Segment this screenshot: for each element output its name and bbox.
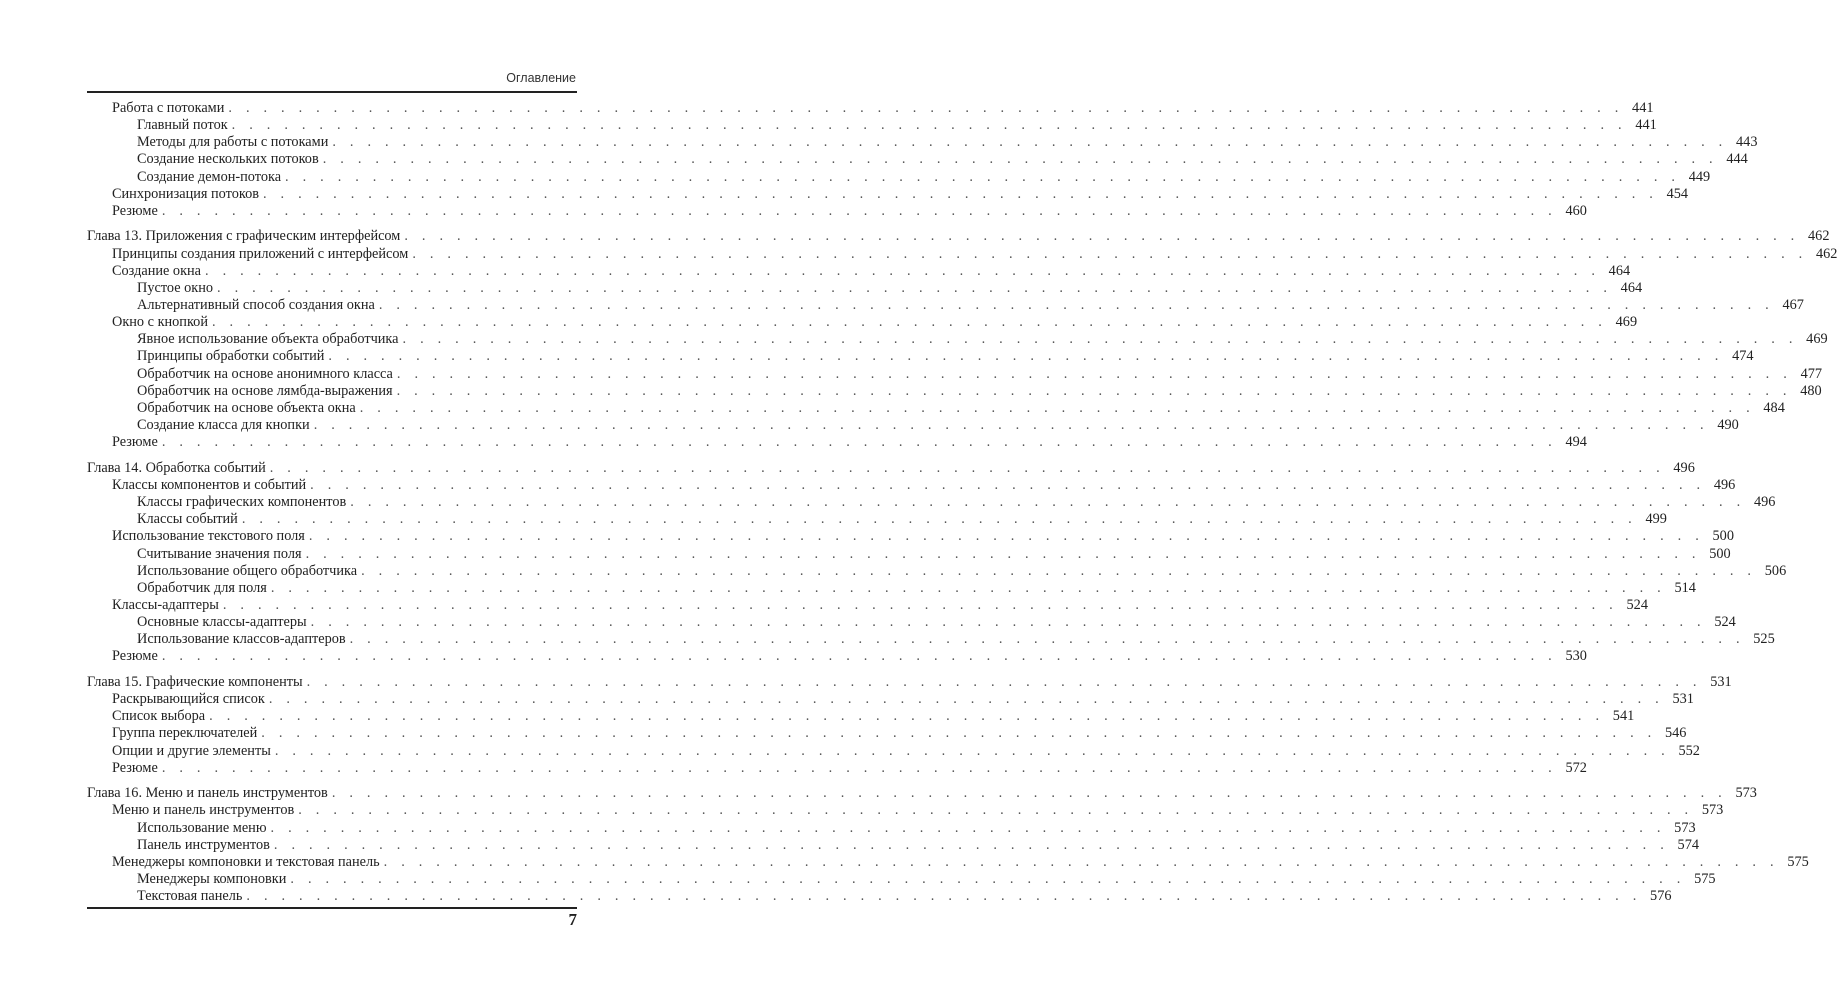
toc-entry[interactable] <box>87 871 1716 888</box>
entry-page: 484 <box>1763 399 1785 416</box>
dot-leader: . . . . . . . . . . . . . . . . . . . . . . . . . . . . . . . . . . . . . . . . . . . . . . . . . . . . . . . . . . . . . . . . . . . . . . . . . . . . . . . . <box>313 417 1709 434</box>
toc-entry[interactable] <box>87 562 1787 580</box>
entry-title: Резюме <box>112 202 158 219</box>
entry-page: 575 <box>1694 871 1716 888</box>
toc-entry[interactable] <box>87 691 1694 708</box>
entry-page: 441 <box>1635 117 1657 134</box>
entry-title: Работа с потоками <box>112 100 225 116</box>
toc-entry[interactable] <box>87 202 1587 220</box>
entry-page: 462 <box>1808 228 1830 245</box>
dot-leader: . . . . . . . . . . . . . . . . . . . . . . . . . . . . . . . . . . . . . . . . . . . . . . . . . . . . . . . . . . . . . . . . . . . . . . . . . . . . . . . . <box>217 279 1613 296</box>
entry-page: 496 <box>1753 494 1776 511</box>
toc-entry[interactable] <box>87 836 1699 854</box>
dot-leader: . . . . . . . . . . . . . . . . . . . . . . . . . . . . . . . . . . . . . . . . . . . . . . . . . . . . . . . . . . . . . . . . . . . . . . . . . . . . . . . . <box>270 579 1666 596</box>
toc-entry[interactable] <box>87 382 1822 400</box>
dot-leader: . . . . . . . . . . . . . . . . . . . . . . . . . . . . . . . . . . . . . . . . . . . . . . . . . . . . . . . . . . . . . . . . . . . . . . . . . . . . . . . . <box>361 562 1757 579</box>
entry-page: 444 <box>1726 151 1748 168</box>
entry-page: 576 <box>1650 888 1672 905</box>
entry-title: Явное использование объекта обработчика <box>137 331 399 348</box>
entry-title: Главный поток <box>137 117 228 134</box>
dot-leader: . . . . . . . . . . . . . . . . . . . . . . . . . . . . . . . . . . . . . . . . . . . . . . . . . . . . . . . . . . . . . . . . . . . . . . . . . . . . . . . . <box>383 853 1779 870</box>
toc-entry[interactable] <box>87 399 1785 417</box>
toc-entry[interactable] <box>87 648 1587 665</box>
toc-group <box>87 228 1837 451</box>
dot-leader: . . . . . . . . . . . . . . . . . . . . . . . . . . . . . . . . . . . . . . . . . . . . . . . . . . . . . . . . . . . . . . . . . . . . . . . . . . . . . . . . <box>222 596 1618 613</box>
entry-title: Резюме <box>112 434 158 451</box>
dot-leader: . . . . . . . . . . . . . . . . . . . . . . . . . . . . . . . . . . . . . . . . . . . . . . . . . . . . . . . . . . . . . . . . . . . . . . . . . . . . . . . . <box>402 331 1798 348</box>
entry-page: 441 <box>1632 100 1654 116</box>
dot-leader: . . . . . . . . . . . . . . . . . . . . . . . . . . . . . . . . . . . . . . . . . . . . . . . . . . . . . . . . . . . . . . . . . . . . . . . . . . . . . . . . <box>161 434 1557 451</box>
entry-page: 480 <box>1800 382 1822 399</box>
toc-entry[interactable] <box>87 631 1775 648</box>
dot-leader: . . . . . . . . . . . . . . . . . . . . . . . . . . . . . . . . . . . . . . . . . . . . . . . . . . . . . . . . . . . . . . . . . . . . . . . . . . . . . . . . <box>378 297 1774 314</box>
dot-leader: . . . . . . . . . . . . . . . . . . . . . . . . . . . . . . . . . . . . . . . . . . . . . . . . . . . . . . . . . . . . . . . . . . . . . . . . . . . . . . . . <box>396 382 1792 399</box>
entry-title: Методы для работы с потоками <box>137 134 329 151</box>
entry-title: Принципы создания приложений с интерфейсом <box>112 245 409 262</box>
toc-entry[interactable] <box>87 614 1736 631</box>
toc-entry[interactable] <box>87 579 1696 597</box>
dot-leader: . . . . . . . . . . . . . . . . . . . . . . . . . . . . . . . . . . . . . . . . . . . . . . . . . . . . . . . . . . . . . . . . . . . . . . . . . . . . . . . . <box>306 674 1702 690</box>
dot-leader: . . . . . . . . . . . . . . . . . . . . . . . . . . . . . . . . . . . . . . . . . . . . . . . . . . . . . . . . . . . . . . . . . . . . . . . . . . . . . . . . <box>231 117 1627 134</box>
toc-entry[interactable] <box>87 262 1631 280</box>
dot-leader: . . . . . . . . . . . . . . . . . . . . . . . . . . . . . . . . . . . . . . . . . . . . . . . . . . . . . . . . . . . . . . . . . . . . . . . . . . . . . . . . <box>209 708 1605 725</box>
entry-title: Создание окна <box>112 262 202 279</box>
toc-chapter-entry[interactable] <box>87 228 1830 245</box>
entry-page: 460 <box>1565 202 1587 219</box>
entry-page: 541 <box>1612 708 1635 725</box>
toc-entry[interactable] <box>87 819 1696 837</box>
dot-leader: . . . . . . . . . . . . . . . . . . . . . . . . . . . . . . . . . . . . . . . . . . . . . . . . . . . . . . . . . . . . . . . . . . . . . . . . . . . . . . . . <box>332 134 1728 151</box>
toc-entry[interactable] <box>87 331 1828 348</box>
toc-entry[interactable] <box>87 417 1739 434</box>
entry-title: Раскрывающийся список <box>112 691 265 708</box>
dot-leader: . . . . . . . . . . . . . . . . . . . . . . . . . . . . . . . . . . . . . . . . . . . . . . . . . . . . . . . . . . . . . . . . . . . . . . . . . . . . . . . . <box>205 262 1601 279</box>
dot-leader: . . . . . . . . . . . . . . . . . . . . . . . . . . . . . . . . . . . . . . . . . . . . . . . . . . . . . . . . . . . . . . . . . . . . . . . . . . . . . . . . <box>268 691 1664 708</box>
entry-page: 477 <box>1800 365 1823 382</box>
dot-leader: . . . . . . . . . . . . . . . . . . . . . . . . . . . . . . . . . . . . . . . . . . . . . . . . . . . . . . . . . . . . . . . . . . . . . . . . . . . . . . . . <box>310 476 1706 493</box>
toc-chapter-entry[interactable] <box>87 459 1695 477</box>
dot-leader: . . . . . . . . . . . . . . . . . . . . . . . . . . . . . . . . . . . . . . . . . . . . . . . . . . . . . . . . . . . . . . . . . . . . . . . . . . . . . . . . <box>269 459 1665 476</box>
toc-entry[interactable] <box>87 802 1724 819</box>
entry-page: 467 <box>1782 297 1804 314</box>
dot-leader: . . . . . . . . . . . . . . . . . . . . . . . . . . . . . . . . . . . . . . . . . . . . . . . . . . . . . . . . . . . . . . . . . . . . . . . . . . . . . . . . <box>211 314 1608 331</box>
entry-page: 464 <box>1620 279 1643 296</box>
entry-page: 546 <box>1664 725 1687 742</box>
toc-entry[interactable] <box>87 888 1672 905</box>
entry-title: Список выбора <box>112 708 206 725</box>
dot-leader: . . . . . . . . . . . . . . . . . . . . . . . . . . . . . . . . . . . . . . . . . . . . . . . . . . . . . . . . . . . . . . . . . . . . . . . . . . . . . . . . <box>331 785 1727 802</box>
entry-title: Считывание значения поля <box>137 545 302 562</box>
toc-entry[interactable] <box>87 117 1657 134</box>
dot-leader: . . . . . . . . . . . . . . . . . . . . . . . . . . . . . . . . . . . . . . . . . . . . . . . . . . . . . . . . . . . . . . . . . . . . . . . . . . . . . . . . <box>161 202 1557 219</box>
toc-entry[interactable] <box>87 348 1754 365</box>
entry-title: Использование классов-адаптеров <box>137 631 346 648</box>
table-of-contents <box>87 100 1837 914</box>
dot-leader: . . . . . . . . . . . . . . . . . . . . . . . . . . . . . . . . . . . . . . . . . . . . . . . . . . . . . . . . . . . . . . . . . . . . . . . . . . . . . . . . <box>261 725 1657 742</box>
toc-entry[interactable] <box>87 511 1667 528</box>
toc-chapter-entry[interactable] <box>87 674 1732 691</box>
dot-leader: . . . . . . . . . . . . . . . . . . . . . . . . . . . . . . . . . . . . . . . . . . . . . . . . . . . . . . . . . . . . . . . . . . . . . . . . . . . . . . . . <box>270 819 1666 836</box>
toc-entry[interactable] <box>87 596 1648 614</box>
entry-title: Использование общего обработчика <box>137 562 358 579</box>
dot-leader: . . . . . . . . . . . . . . . . . . . . . . . . . . . . . . . . . . . . . . . . . . . . . . . . . . . . . . . . . . . . . . . . . . . . . . . . . . . . . . . . <box>273 836 1669 853</box>
entry-page: 572 <box>1565 759 1587 776</box>
dot-leader: . . . . . . . . . . . . . . . . . . . . . . . . . . . . . . . . . . . . . . . . . . . . . . . . . . . . . . . . . . . . . . . . . . . . . . . . . . . . . . . . <box>298 802 1694 819</box>
entry-page: 500 <box>1712 528 1734 545</box>
entry-title: Меню и панель инструментов <box>112 802 295 819</box>
entry-title: Классы компонентов и событий <box>112 476 307 493</box>
dot-leader: . . . . . . . . . . . . . . . . . . . . . . . . . . . . . . . . . . . . . . . . . . . . . . . . . . . . . . . . . . . . . . . . . . . . . . . . . . . . . . . . <box>328 348 1724 365</box>
toc-entry[interactable] <box>87 434 1587 451</box>
dot-leader: . . . . . . . . . . . . . . . . . . . . . . . . . . . . . . . . . . . . . . . . . . . . . . . . . . . . . . . . . . . . . . . . . . . . . . . . . . . . . . . . <box>359 399 1755 416</box>
entry-title: Окно с кнопкой <box>112 314 208 331</box>
entry-page: 449 <box>1688 168 1711 185</box>
entry-title: Синхронизация потоков <box>112 185 259 202</box>
entry-page: 490 <box>1717 417 1739 434</box>
entry-title: Глава 16. Меню и панель инструментов <box>87 785 328 802</box>
entry-title: Менеджеры компоновки <box>137 871 287 888</box>
entry-title: Создание демон-потока <box>137 168 282 185</box>
entry-page: 462 <box>1815 245 1837 262</box>
dot-leader: . . . . . . . . . . . . . . . . . . . . . . . . . . . . . . . . . . . . . . . . . . . . . . . . . . . . . . . . . . . . . . . . . . . . . . . . . . . . . . . . <box>246 888 1642 905</box>
entry-page: 499 <box>1645 511 1667 528</box>
running-head: Оглавление <box>506 71 576 85</box>
dot-leader: . . . . . . . . . . . . . . . . . . . . . . . . . . . . . . . . . . . . . . . . . . . . . . . . . . . . . . . . . . . . . . . . . . . . . . . . . . . . . . . . <box>274 742 1670 759</box>
toc-entry[interactable] <box>87 151 1748 168</box>
entry-page: 552 <box>1678 742 1700 759</box>
entry-page: 574 <box>1677 836 1699 853</box>
dot-leader: . . . . . . . . . . . . . . . . . . . . . . . . . . . . . . . . . . . . . . . . . . . . . . . . . . . . . . . . . . . . . . . . . . . . . . . . . . . . . . . . <box>322 151 1718 168</box>
toc-entry[interactable] <box>87 708 1635 725</box>
dot-leader: . . . . . . . . . . . . . . . . . . . . . . . . . . . . . . . . . . . . . . . . . . . . . . . . . . . . . . . . . . . . . . . . . . . . . . . . . . . . . . . . <box>161 648 1557 665</box>
toc-entry[interactable] <box>87 759 1587 777</box>
toc-entry[interactable] <box>87 279 1643 297</box>
dot-leader: . . . . . . . . . . . . . . . . . . . . . . . . . . . . . . . . . . . . . . . . . . . . . . . . . . . . . . . . . . . . . . . . . . . . . . . . . . . . . . . . <box>404 228 1800 245</box>
entry-page: 573 <box>1701 802 1724 819</box>
dot-leader: . . . . . . . . . . . . . . . . . . . . . . . . . . . . . . . . . . . . . . . . . . . . . . . . . . . . . . . . . . . . . . . . . . . . . . . . . . . . . . . . <box>228 100 1624 116</box>
dot-leader: . . . . . . . . . . . . . . . . . . . . . . . . . . . . . . . . . . . . . . . . . . . . . . . . . . . . . . . . . . . . . . . . . . . . . . . . . . . . . . . . <box>161 759 1557 776</box>
toc-entry[interactable] <box>87 725 1687 742</box>
dot-leader: . . . . . . . . . . . . . . . . . . . . . . . . . . . . . . . . . . . . . . . . . . . . . . . . . . . . . . . . . . . . . . . . . . . . . . . . . . . . . . . . <box>285 168 1681 185</box>
entry-title: Использование текстового поля <box>112 528 305 545</box>
toc-entry[interactable] <box>87 742 1700 760</box>
dot-leader: . . . . . . . . . . . . . . . . . . . . . . . . . . . . . . . . . . . . . . . . . . . . . . . . . . . . . . . . . . . . . . . . . . . . . . . . . . . . . . . . <box>310 614 1706 631</box>
toc-entry[interactable] <box>87 494 1776 511</box>
entry-page: 573 <box>1735 785 1757 802</box>
toc-entry[interactable] <box>87 185 1689 203</box>
entry-title: Глава 14. Обработка событий <box>87 459 266 476</box>
toc-entry[interactable] <box>87 100 1654 117</box>
entry-title: Классы-адаптеры <box>112 596 219 613</box>
dot-leader: . . . . . . . . . . . . . . . . . . . . . . . . . . . . . . . . . . . . . . . . . . . . . . . . . . . . . . . . . . . . . . . . . . . . . . . . . . . . . . . . <box>241 511 1637 528</box>
toc-chapter-entry[interactable] <box>87 785 1757 802</box>
toc-entry[interactable] <box>87 365 1823 383</box>
entry-title: Глава 15. Графические компоненты <box>87 674 303 690</box>
dot-leader: . . . . . . . . . . . . . . . . . . . . . . . . . . . . . . . . . . . . . . . . . . . . . . . . . . . . . . . . . . . . . . . . . . . . . . . . . . . . . . . . <box>290 871 1686 888</box>
entry-title: Классы графических компонентов <box>137 494 347 511</box>
bottom-rule <box>87 907 577 909</box>
entry-page: 531 <box>1672 691 1694 708</box>
entry-page: 506 <box>1764 562 1787 579</box>
entry-title: Создание нескольких потоков <box>137 151 319 168</box>
entry-title: Текстовая панель <box>137 888 243 905</box>
entry-page: 573 <box>1674 819 1696 836</box>
entry-title: Опции и другие элементы <box>112 742 271 759</box>
entry-title: Обработчик на основе анонимного класса <box>137 365 393 382</box>
entry-title: Создание класса для кнопки <box>137 417 310 434</box>
dot-leader: . . . . . . . . . . . . . . . . . . . . . . . . . . . . . . . . . . . . . . . . . . . . . . . . . . . . . . . . . . . . . . . . . . . . . . . . . . . . . . . . <box>262 185 1659 202</box>
entry-title: Принципы обработки событий <box>137 348 325 365</box>
entry-page: 514 <box>1674 579 1696 596</box>
toc-entry[interactable] <box>87 853 1809 871</box>
entry-page: 496 <box>1713 476 1736 493</box>
toc-entry[interactable] <box>87 314 1638 331</box>
dot-leader: . . . . . . . . . . . . . . . . . . . . . . . . . . . . . . . . . . . . . . . . . . . . . . . . . . . . . . . . . . . . . . . . . . . . . . . . . . . . . . . . <box>350 494 1746 511</box>
entry-title: Резюме <box>112 648 158 665</box>
toc-entry[interactable] <box>87 545 1731 563</box>
entry-title: Обработчик для поля <box>137 579 267 596</box>
entry-title: Резюме <box>112 759 158 776</box>
entry-page: 474 <box>1732 348 1754 365</box>
toc-entry[interactable] <box>87 245 1837 263</box>
toc-group <box>87 674 1732 777</box>
toc-entry[interactable] <box>87 134 1758 151</box>
entry-page: 524 <box>1714 614 1736 631</box>
entry-title: Альтернативный способ создания окна <box>137 297 375 314</box>
dot-leader: . . . . . . . . . . . . . . . . . . . . . . . . . . . . . . . . . . . . . . . . . . . . . . . . . . . . . . . . . . . . . . . . . . . . . . . . . . . . . . . . <box>396 365 1793 382</box>
top-rule <box>87 91 577 93</box>
entry-page: 469 <box>1615 314 1638 331</box>
entry-title: Обработчик на основе лямбда-выражения <box>137 382 393 399</box>
dot-leader: . . . . . . . . . . . . . . . . . . . . . . . . . . . . . . . . . . . . . . . . . . . . . . . . . . . . . . . . . . . . . . . . . . . . . . . . . . . . . . . . <box>305 545 1701 562</box>
entry-title: Основные классы-адаптеры <box>137 614 307 631</box>
toc-entry[interactable] <box>87 476 1736 494</box>
toc-entry[interactable] <box>87 528 1734 545</box>
entry-page: 531 <box>1710 674 1732 690</box>
entry-page: 530 <box>1565 648 1587 665</box>
entry-page: 469 <box>1806 331 1828 348</box>
dot-leader: . . . . . . . . . . . . . . . . . . . . . . . . . . . . . . . . . . . . . . . . . . . . . . . . . . . . . . . . . . . . . . . . . . . . . . . . . . . . . . . . <box>349 631 1745 648</box>
entry-page: 464 <box>1608 262 1631 279</box>
entry-page: 496 <box>1673 459 1695 476</box>
toc-group <box>87 785 1809 905</box>
entry-page: 494 <box>1565 434 1587 451</box>
entry-page: 524 <box>1626 596 1648 613</box>
entry-title: Панель инструментов <box>137 836 270 853</box>
dot-leader: . . . . . . . . . . . . . . . . . . . . . . . . . . . . . . . . . . . . . . . . . . . . . . . . . . . . . . . . . . . . . . . . . . . . . . . . . . . . . . . . <box>308 528 1704 545</box>
entry-title: Использование меню <box>137 819 267 836</box>
entry-page: 500 <box>1709 545 1731 562</box>
entry-page: 443 <box>1736 134 1758 151</box>
toc-entry[interactable] <box>87 168 1711 186</box>
entry-title: Глава 13. Приложения с графическим интерфейсом <box>87 228 401 245</box>
entry-title: Обработчик на основе объекта окна <box>137 399 356 416</box>
entry-page: 525 <box>1753 631 1775 648</box>
toc-group <box>87 100 1758 220</box>
entry-page: 454 <box>1666 185 1689 202</box>
page-number: 7 <box>568 910 577 929</box>
toc-entry[interactable] <box>87 297 1804 314</box>
entry-title: Классы событий <box>137 511 238 528</box>
entry-page: 575 <box>1787 853 1809 870</box>
dot-leader: . . . . . . . . . . . . . . . . . . . . . . . . . . . . . . . . . . . . . . . . . . . . . . . . . . . . . . . . . . . . . . . . . . . . . . . . . . . . . . . . <box>412 245 1808 262</box>
toc-group <box>87 459 1787 666</box>
entry-title: Пустое окно <box>137 279 214 296</box>
entry-title: Группа переключателей <box>112 725 258 742</box>
entry-title: Менеджеры компоновки и текстовая панель <box>112 853 380 870</box>
